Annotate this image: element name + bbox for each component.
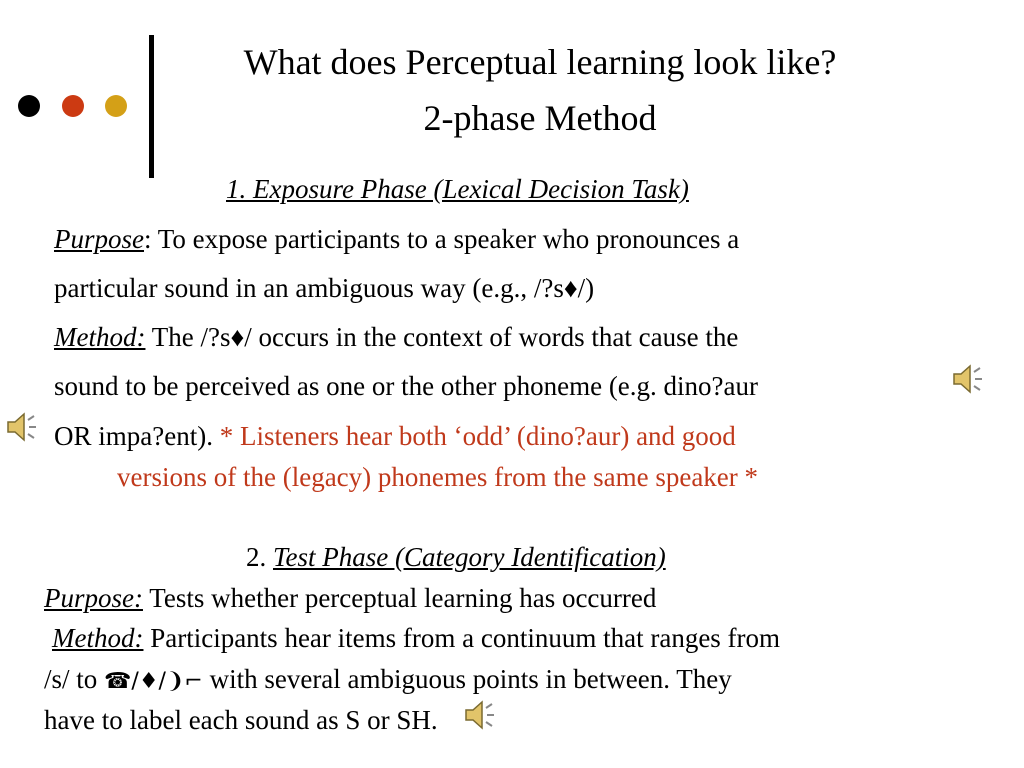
speaker-icon[interactable] xyxy=(950,362,984,396)
method-text: The /?s♦/ occurs in the context of words that cause the xyxy=(145,322,739,352)
speaker-icon[interactable] xyxy=(462,698,496,732)
exposure-purpose xyxy=(54,223,739,255)
speaker-icon[interactable] xyxy=(4,410,38,444)
test-method-line2 xyxy=(44,663,732,698)
slide-title-line1: What does Perceptual learning look like? xyxy=(243,42,837,82)
red-note-line2: versions of the (legacy) phonemes from the same speaker * xyxy=(117,462,759,492)
test-heading xyxy=(246,541,666,573)
test-heading-num: 2. xyxy=(246,542,273,572)
purpose-text: : To expose participants to a speaker who pronounces a xyxy=(144,224,740,254)
test-method-line2-end: with several ambiguous points in between. They xyxy=(202,664,732,694)
exposure-method xyxy=(54,321,738,353)
black-dot-icon xyxy=(18,95,40,117)
test-method xyxy=(52,622,780,654)
test-method-line2-start: /s/ to xyxy=(44,664,105,694)
test-purpose xyxy=(44,582,656,614)
title-divider-bar xyxy=(149,35,154,178)
phoneme-symbols: ☎/♦/❩⌐ xyxy=(104,669,203,694)
exposure-heading: 1. Exposure Phase (Lexical Decision Task) xyxy=(226,174,689,204)
slide-title-line2: 2-phase Method xyxy=(423,98,657,138)
test-heading-text: Test Phase (Category Identification) xyxy=(273,542,666,572)
test-method-line3: have to label each sound as S or SH. xyxy=(44,705,438,735)
purpose-label: Purpose xyxy=(54,224,144,254)
gold-dot-icon xyxy=(105,95,127,117)
exposure-purpose-line2: particular sound in an ambiguous way (e.g., /?s♦/) xyxy=(54,273,595,303)
test-purpose-label: Purpose: xyxy=(44,583,143,613)
test-method-label: Method: xyxy=(52,623,144,653)
exposure-method-line2: sound to be perceived as one or the other phoneme (e.g. dino?aur xyxy=(54,371,759,401)
method-line3-text: OR impa?ent). xyxy=(54,421,220,451)
red-dot-icon xyxy=(62,95,84,117)
method-label: Method: xyxy=(54,322,146,352)
test-purpose-text: Tests whether perceptual learning has occurred xyxy=(142,583,657,613)
test-method-text: Participants hear items from a continuum that ranges from xyxy=(143,623,781,653)
exposure-method-line3 xyxy=(54,420,736,452)
red-note-line1: * Listeners hear both ‘odd’ (dino?aur) and good xyxy=(219,421,736,451)
